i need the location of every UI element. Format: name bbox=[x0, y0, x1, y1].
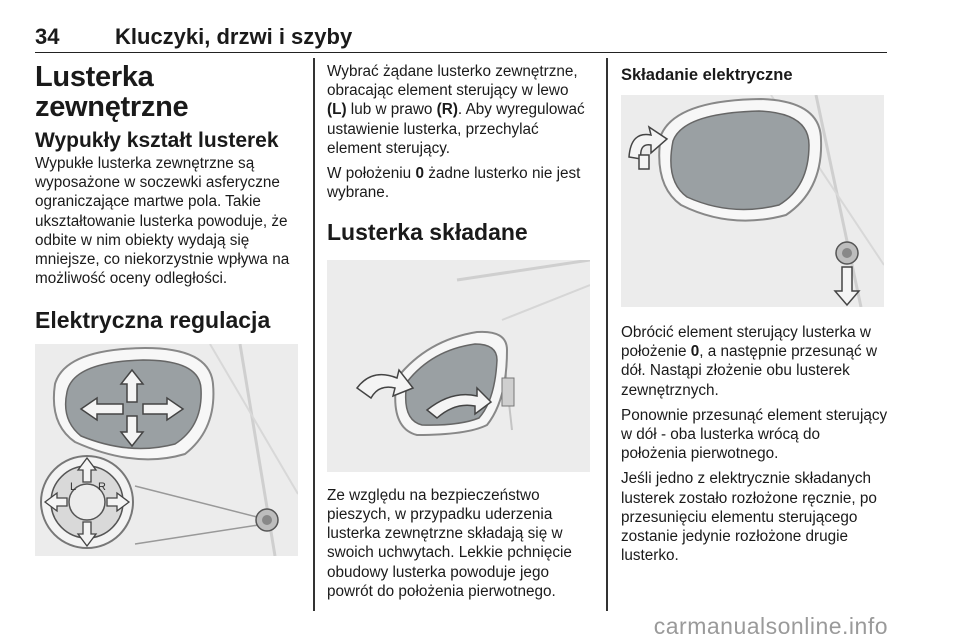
section-title: Lusterka zewnętrzne bbox=[35, 61, 189, 124]
paragraph-manual-unfold-note: Jeśli jedno z elektrycznie składanych lusterek zostało rozłożone ręcznie, po przesunięciu elementu sterującego zostanie jedynie rozłożone drugie lusterko. bbox=[621, 470, 877, 565]
paragraph-unfold-instruction: Ponownie przesunąć element sterujący w dół - oba lusterka wrócą do położenia pierwotnego. bbox=[621, 406, 888, 463]
column-3 bbox=[621, 58, 889, 571]
paragraph-convex: Wypukłe lusterka zewnętrzne są wyposażone w soczewki asferyczne ograniczające martwe pola. Takie ukształtowanie lusterka powoduje, że odbite w nim obiekty wydają się mniejsze, co niekorzystnie wpływa na możliwość oceny odległości. bbox=[35, 154, 290, 288]
paragraph-fold-instruction: Obrócić element sterujący lusterka w położenie 0, a następnie przesunąć w dół. Nastąpi złożenie obu lusterek zewnętrznych. bbox=[621, 324, 877, 399]
control-label-left: L bbox=[70, 480, 77, 493]
subsection-title-electric-folding: Składanie elektryczne bbox=[621, 66, 793, 84]
watermark: carmanualsonline.info bbox=[653, 613, 888, 639]
column-1 bbox=[35, 58, 300, 556]
mirror-adjust-illustration bbox=[35, 344, 298, 556]
subsection-title-electric-adjust: Elektryczna regulacja bbox=[35, 307, 271, 334]
column-divider bbox=[606, 58, 608, 611]
subsection-title-folding: Lusterka składane bbox=[327, 219, 528, 246]
paragraph-position-zero: W położeniu 0 żadne lusterko nie jest wybrane. bbox=[327, 165, 581, 202]
page-number: 34 bbox=[35, 24, 60, 49]
electric-folding-illustration bbox=[621, 95, 884, 307]
column-2 bbox=[327, 58, 592, 607]
paragraph-folding-safety: Ze względu na bezpieczeństwo pieszych, w przypadku uderzenia lusterka zewnętrzne składają się w swoich uchwytach. Lekkie pchnięcie obudowy lusterka powoduje jego powrót do położenia pierwotnego. bbox=[327, 486, 572, 600]
chapter-title: Kluczyki, drzwi i szyby bbox=[115, 24, 353, 49]
page-header bbox=[35, 22, 887, 53]
column-divider bbox=[313, 58, 315, 611]
subsection-title-convex: Wypukły kształt lusterek bbox=[35, 128, 279, 152]
paragraph-select-mirror: Wybrać żądane lusterko zewnętrzne, obracając element sterujący w lewo (L) lub w prawo (R). Aby wyregulować ustawienie lusterka, przechylać element sterujący. bbox=[327, 63, 585, 157]
control-label-right: R bbox=[98, 480, 106, 493]
mirror-folding-illustration bbox=[327, 260, 590, 472]
